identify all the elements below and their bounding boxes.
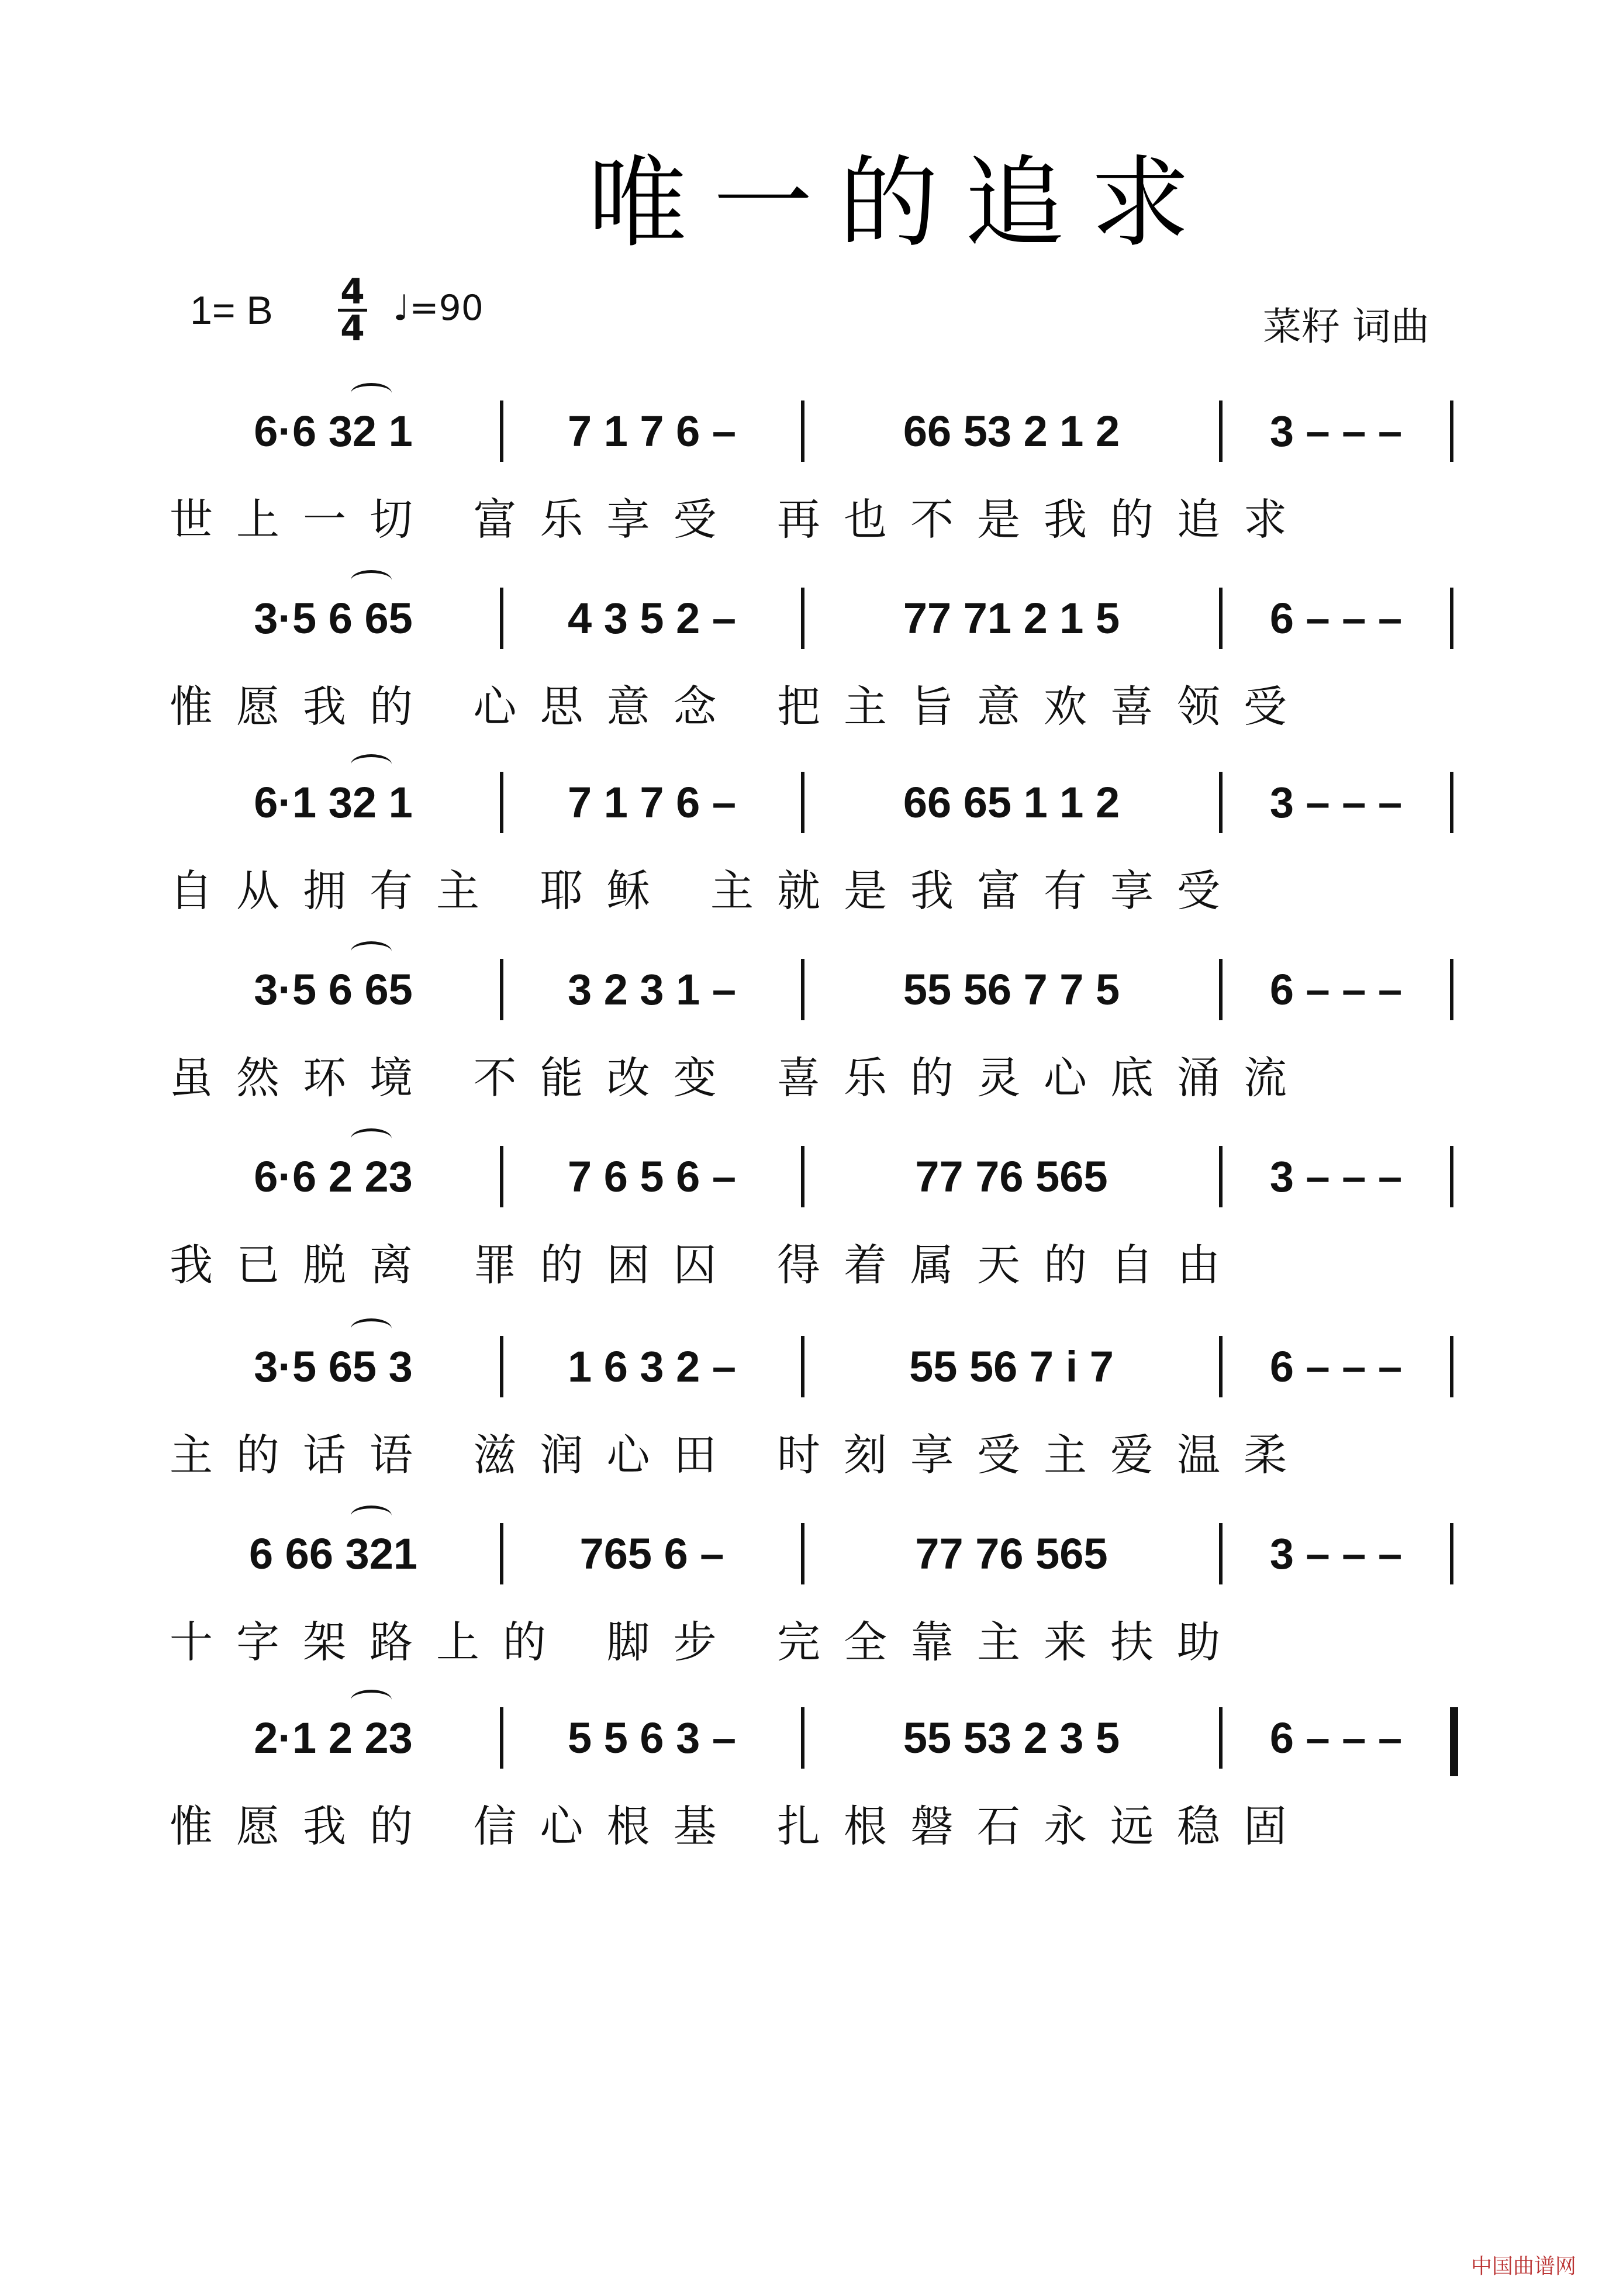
bar-line (801, 588, 804, 649)
slur (351, 1128, 392, 1149)
measure-notes: 3 – – – (1269, 778, 1403, 827)
bar-line (1219, 1707, 1223, 1769)
measure-notes: 55 53 2 3 5 (903, 1714, 1120, 1762)
measure-notes: 77 76 565 (915, 1152, 1108, 1201)
measure-notes: 6·1 32 1 (254, 778, 413, 827)
measure-notes: 6 – – – (1269, 965, 1403, 1014)
score-line (0, 588, 1623, 669)
bar-line (500, 1523, 503, 1584)
bar-line (1219, 772, 1223, 833)
bar-line (500, 588, 503, 649)
slur (351, 941, 392, 962)
author-credit: 菜籽 词曲 (1263, 304, 1429, 349)
bar-line (1219, 588, 1223, 649)
bar-line (801, 1707, 804, 1769)
measure-notes: 765 6 – (579, 1529, 724, 1578)
measure-notes: 4 3 5 2 – (567, 594, 736, 643)
bar-line (500, 772, 503, 833)
measure-notes: 6 – – – (1269, 1714, 1403, 1762)
bar-line (801, 959, 804, 1020)
measure-notes: 3 – – – (1269, 407, 1403, 455)
measure-notes: 6 66 321 (248, 1529, 418, 1578)
lyrics-line: 十字架路上的 脚步 完全靠主来扶助 (170, 1617, 1244, 1667)
measure-notes: 2·1 2 23 (254, 1714, 413, 1762)
score-line (0, 959, 1623, 1041)
bar-line (500, 959, 503, 1020)
lyrics-line: 主的话语 滋润心田 时刻享受主爱温柔 (170, 1430, 1311, 1480)
song-title: 唯一的追求 (587, 146, 1216, 261)
measure-notes: 7 1 7 6 – (567, 407, 736, 455)
bar-line (500, 400, 503, 462)
bar-line (1450, 1336, 1453, 1397)
measure-notes: 77 76 565 (915, 1529, 1108, 1578)
score-line (0, 400, 1623, 482)
time-signature (338, 271, 367, 349)
measure-notes: 3·5 6 65 (254, 965, 413, 1014)
bar-line (1219, 1523, 1223, 1584)
bar-line (1450, 772, 1453, 833)
lyrics-line: 惟愿我的 心思意念 把主旨意欢喜领受 (170, 682, 1311, 732)
measure-notes: 6 – – – (1269, 1342, 1403, 1391)
measure-notes: 6·6 2 23 (254, 1152, 413, 1201)
lyrics-line: 虽然环境 不能改变 喜乐的灵心底涌流 (170, 1053, 1311, 1103)
bar-line (1219, 1336, 1223, 1397)
score-line (0, 1146, 1623, 1228)
bar-line (801, 400, 804, 462)
bar-line (500, 1336, 503, 1397)
bar-line (1450, 400, 1453, 462)
measure-notes: 3 2 3 1 – (567, 965, 736, 1014)
score-line (0, 1336, 1623, 1418)
slur (351, 754, 392, 775)
lyrics-line: 惟愿我的 信心根基 扎根磐石永远稳固 (170, 1801, 1311, 1852)
time-signature-bottom: 4 (338, 309, 367, 346)
slur (351, 383, 392, 403)
measure-notes: 77 71 2 1 5 (903, 594, 1120, 643)
bar-line (1450, 1707, 1458, 1776)
bar-line (801, 1336, 804, 1397)
measure-notes: 55 56 7 7 5 (903, 965, 1120, 1014)
measure-notes: 6 – – – (1269, 594, 1403, 643)
bar-line (1219, 1146, 1223, 1207)
bar-line (1219, 400, 1223, 462)
measure-notes: 7 6 5 6 – (567, 1152, 736, 1201)
bar-line (500, 1146, 503, 1207)
lyrics-line: 我已脱离 罪的困囚 得着属天的自由 (170, 1240, 1244, 1290)
lyrics-line: 世上一切 富乐享受 再也不是我的追求 (170, 495, 1311, 545)
bar-line (500, 1707, 503, 1769)
measure-notes: 3·5 65 3 (254, 1342, 413, 1391)
slur (351, 1690, 392, 1710)
score-line (0, 1523, 1623, 1605)
bar-line (1450, 1146, 1453, 1207)
measure-notes: 1 6 3 2 – (567, 1342, 736, 1391)
bar-line (801, 1523, 804, 1584)
measure-notes: 7 1 7 6 – (567, 778, 736, 827)
bar-line (1219, 959, 1223, 1020)
slur (351, 1318, 392, 1339)
key-signature: 1= B (190, 288, 273, 333)
measure-notes: 66 65 1 1 2 (903, 778, 1120, 827)
time-signature-top: 4 (340, 271, 365, 312)
measure-notes: 5 5 6 3 – (567, 1714, 736, 1762)
tempo-marking: ♩=90 (393, 288, 484, 329)
bar-line (1450, 588, 1453, 649)
measure-notes: 3 – – – (1269, 1152, 1403, 1201)
bar-line (801, 1146, 804, 1207)
slur (351, 570, 392, 591)
measure-notes: 6·6 32 1 (254, 407, 413, 455)
bar-line (1450, 1523, 1453, 1584)
score-line (0, 772, 1623, 854)
measure-notes: 3 – – – (1269, 1529, 1403, 1578)
bar-line (801, 772, 804, 833)
score-line (0, 1707, 1623, 1789)
bar-line (1450, 959, 1453, 1020)
lyrics-line: 自从拥有主 耶稣 主就是我富有享受 (170, 866, 1244, 916)
measure-notes: 55 56 7 i 7 (909, 1342, 1114, 1391)
measure-notes: 66 53 2 1 2 (903, 407, 1120, 455)
measure-notes: 3·5 6 65 (254, 594, 413, 643)
slur (351, 1506, 392, 1526)
watermark: 中国曲谱网 (1470, 2254, 1576, 2278)
